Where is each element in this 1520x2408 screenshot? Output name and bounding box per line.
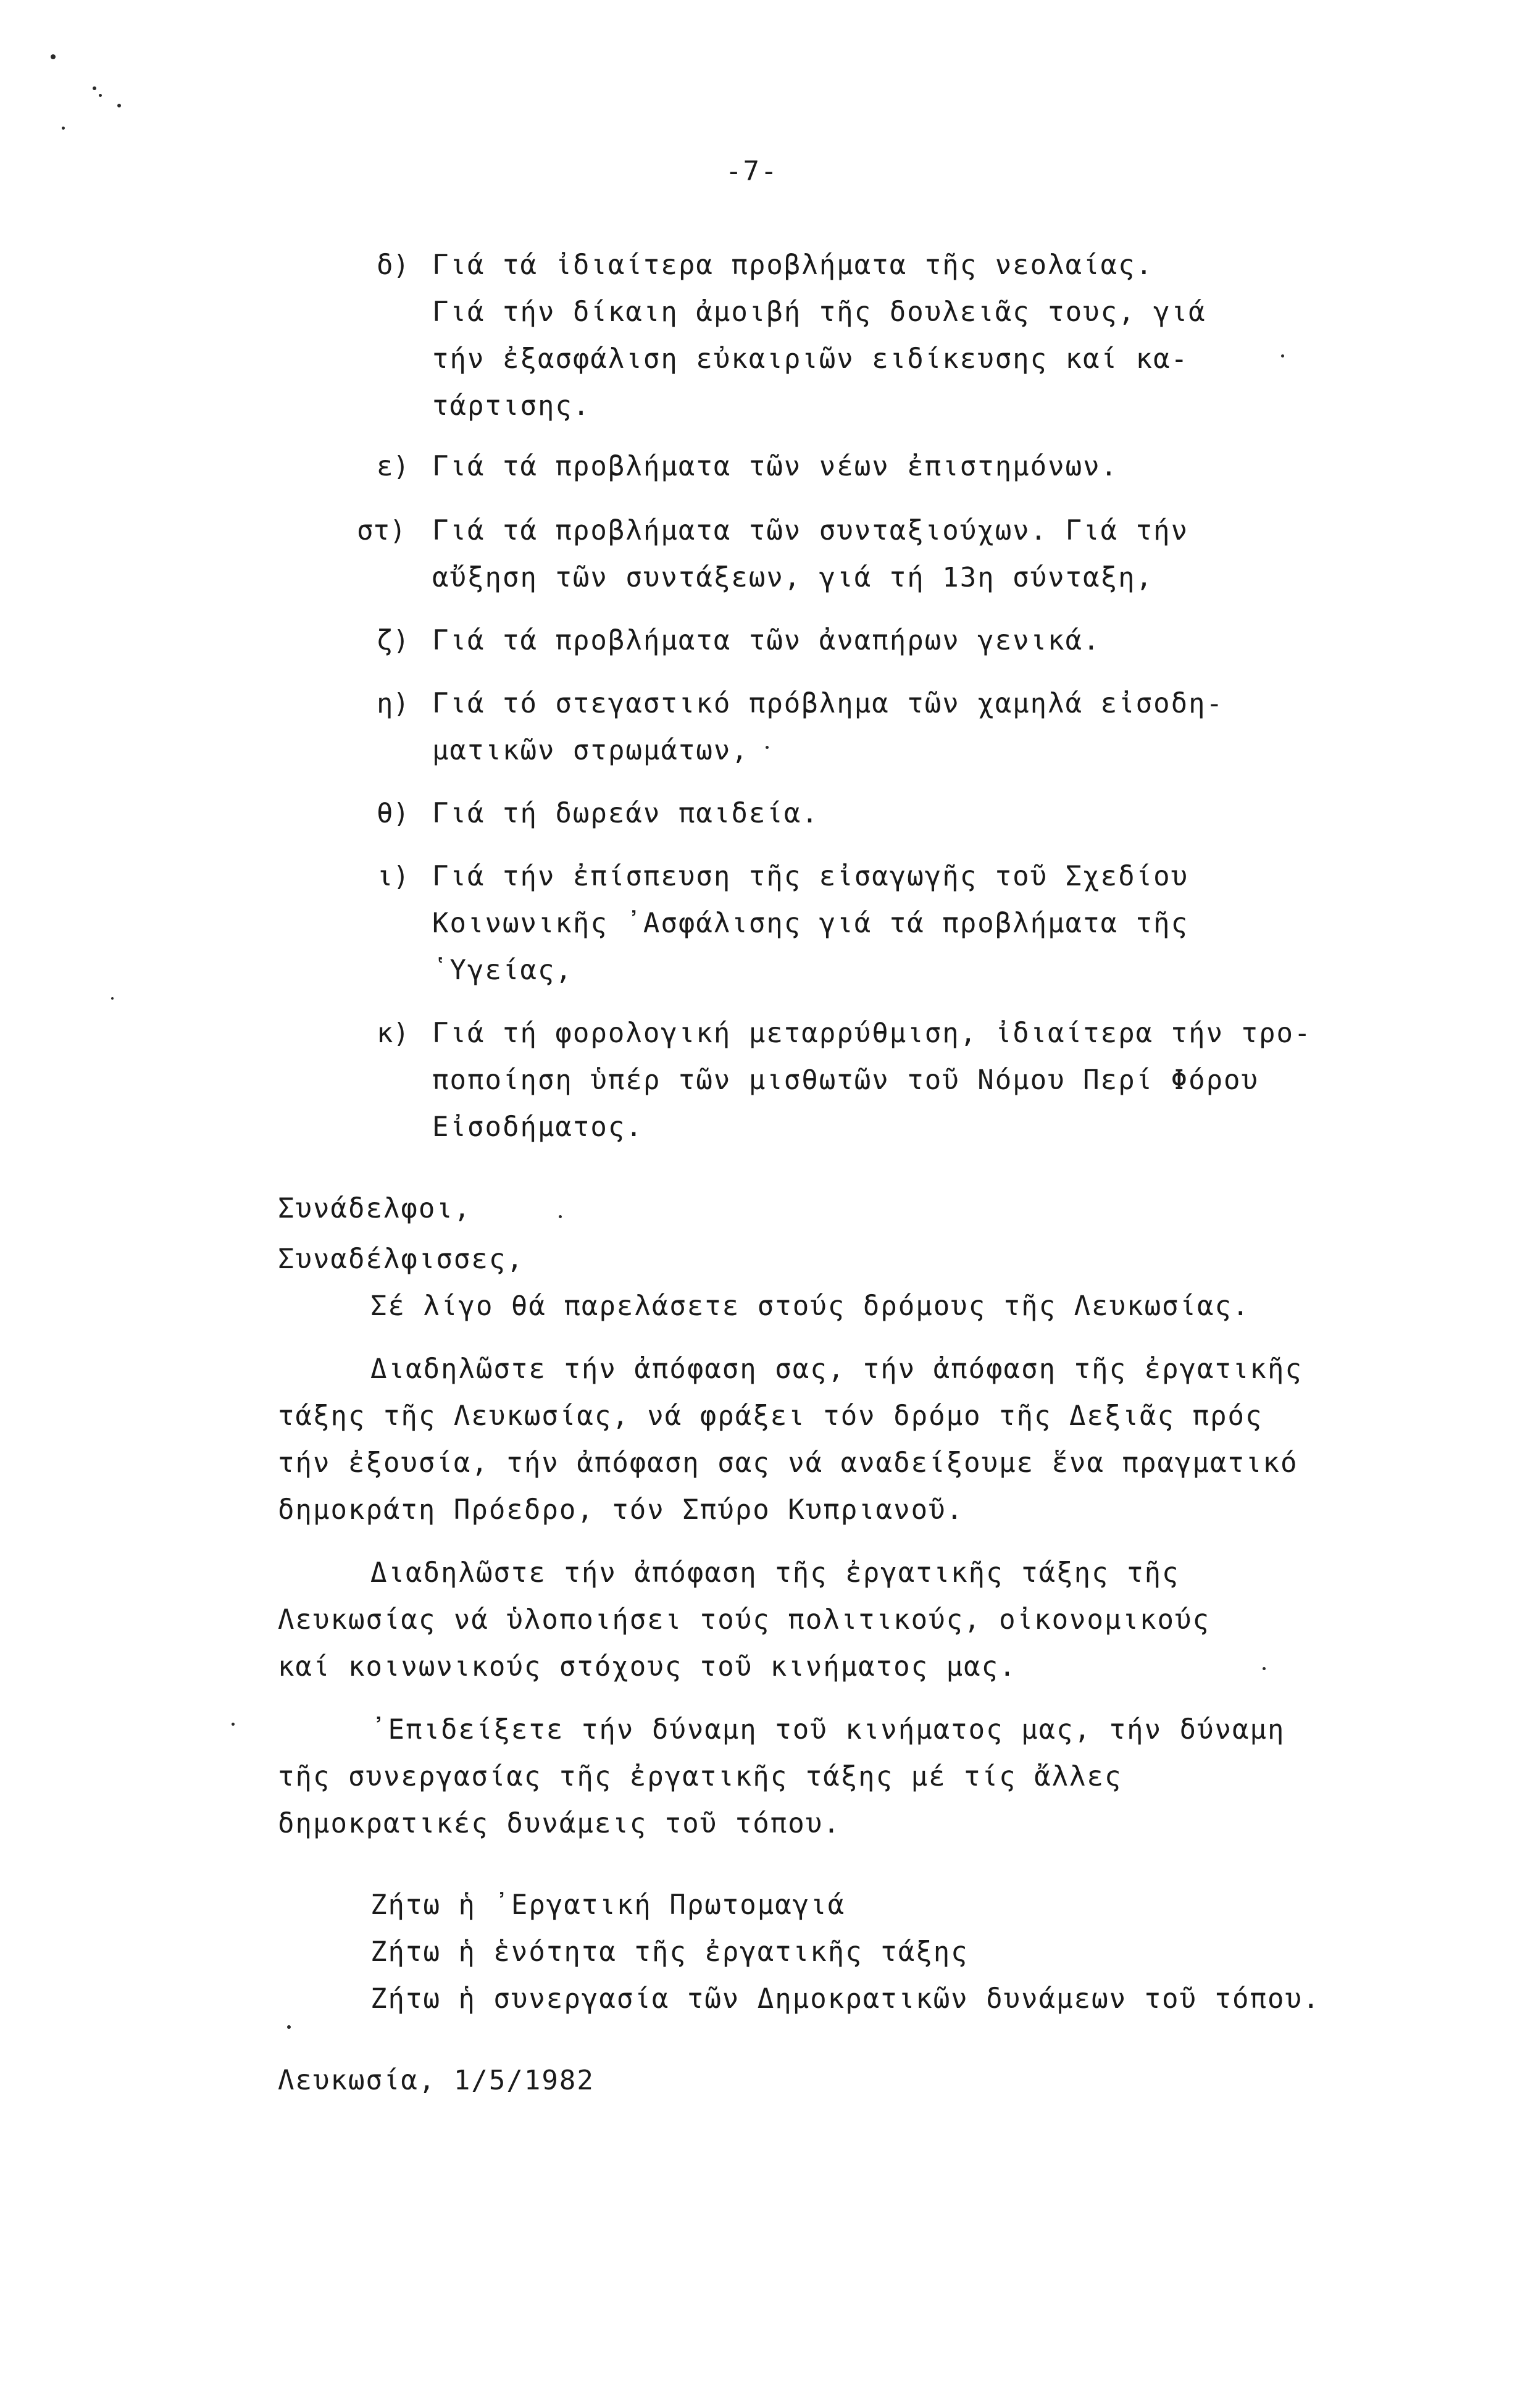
scan-speck bbox=[117, 104, 121, 107]
demand-line: αὔξηση τῶν συντάξεων, γιά τή 13η σύνταξη, bbox=[432, 562, 1154, 593]
demand-line: τάρτισης. bbox=[432, 390, 591, 422]
demand-marker: ι) bbox=[377, 861, 409, 892]
intro-line: Σέ λίγο θά παρελάσετε στούς δρόμους τῆς Λευκωσίας. bbox=[370, 1290, 1250, 1322]
scan-speck bbox=[62, 127, 65, 130]
demand-line: Εἰσοδήματος. bbox=[432, 1111, 643, 1143]
demand-line: Γιά τήν ἐπίσπευση τῆς εἰσαγωγῆς τοῦ Σχεδίου bbox=[432, 861, 1189, 892]
paragraph-line: δημοκρατικές δυνάμεις τοῦ τόπου. bbox=[278, 1808, 841, 1839]
demand-line: Γιά τά προβλήματα τῶν νέων ἐπιστημόνων. bbox=[432, 451, 1119, 482]
demand-marker: στ) bbox=[357, 515, 406, 546]
salutation-line: Συναδέλφισσες, bbox=[278, 1244, 524, 1275]
paragraph-line: καί κοινωνικούς στόχους τοῦ κινήματος μας. bbox=[278, 1651, 1017, 1683]
demand-line: ποποίηση ὑπέρ τῶν μισθωτῶν τοῦ Νόμου Περί Φόρου bbox=[432, 1064, 1259, 1096]
demand-marker: ε) bbox=[377, 451, 409, 482]
demand-line: Γιά τή δωρεάν παιδεία. bbox=[432, 798, 819, 829]
demand-marker: θ) bbox=[377, 798, 409, 829]
paragraph-line: δημοκράτη Πρόεδρο, τόν Σπύρο Κυπριανοῦ. bbox=[278, 1494, 964, 1526]
scan-speck bbox=[559, 1215, 562, 1218]
scan-speck bbox=[111, 997, 114, 1000]
scan-speck bbox=[99, 94, 102, 97]
demand-line: ῾Υγείας, bbox=[432, 955, 573, 986]
demand-line: Γιά τό στεγαστικό πρόβλημα τῶν χαμηλά εἰσοδη- bbox=[432, 688, 1224, 719]
demand-line: ματικῶν στρωμάτων, bbox=[432, 735, 749, 766]
demand-marker: ζ) bbox=[377, 625, 409, 656]
paragraph-line: Διαδηλῶστε τήν ἀπόφαση σας, τήν ἀπόφαση τῆς ἐργατικῆς bbox=[370, 1353, 1303, 1385]
scan-speck bbox=[51, 54, 56, 59]
demand-marker: δ) bbox=[377, 249, 409, 281]
page-number: -7- bbox=[725, 156, 779, 187]
slogan-line: Ζήτω ἡ συνεργασία τῶν Δημοκρατικῶν δυνάμεων τοῦ τόπου. bbox=[370, 1983, 1321, 2015]
slogan-line: Ζήτω ἡ ᾿Εργατική Πρωτομαγιά bbox=[370, 1889, 846, 1921]
paragraph-line: τάξης τῆς Λευκωσίας, νά φράξει τόν δρόμο τῆς Δεξιᾶς πρός bbox=[278, 1400, 1263, 1432]
paragraph-line: τῆς συνεργασίας τῆς ἐργατικῆς τάξης μέ τίς ἄλλες bbox=[278, 1761, 1122, 1792]
scan-speck bbox=[1281, 354, 1284, 357]
paragraph-line: ᾿Επιδείξετε τήν δύναμη τοῦ κινήματος μας, τήν δύναμη bbox=[370, 1714, 1285, 1745]
scan-speck bbox=[232, 1723, 235, 1726]
demand-marker: κ) bbox=[377, 1018, 409, 1049]
demand-line: τήν ἐξασφάλιση εὐκαιριῶν ειδίκευσης καί κα- bbox=[432, 343, 1189, 375]
demand-line: Γιά τήν δίκαιη ἀμοιβή τῆς δουλειᾶς τους, γιά bbox=[432, 296, 1206, 328]
demand-line: Γιά τά προβλήματα τῶν ἀναπήρων γενικά. bbox=[432, 625, 1101, 656]
scan-speck bbox=[766, 746, 769, 749]
demand-line: Κοινωνικῆς ᾿Ασφάλισης γιά τά προβλήματα τῆς bbox=[432, 908, 1189, 939]
slogan-line: Ζήτω ἡ ἑνότητα τῆς ἐργατικῆς τάξης bbox=[370, 1936, 969, 1968]
demand-marker: η) bbox=[377, 688, 409, 719]
paragraph-line: Λευκωσίας νά ὑλοποιήσει τούς πολιτικούς, οἰκονομικούς bbox=[278, 1604, 1210, 1636]
demand-line: Γιά τά προβλήματα τῶν συνταξιούχων. Γιά τήν bbox=[432, 515, 1189, 546]
scan-speck bbox=[287, 2025, 291, 2029]
paragraph-line: Διαδηλῶστε τήν ἀπόφαση τῆς ἐργατικῆς τάξης τῆς bbox=[370, 1557, 1180, 1589]
demand-line: Γιά τά ἰδιαίτερα προβλήματα τῆς νεολαίας. bbox=[432, 249, 1154, 281]
salutation-line: Συνάδελφοι, bbox=[278, 1193, 472, 1224]
scan-speck bbox=[1263, 1667, 1266, 1670]
paragraph-line: τήν ἐξουσία, τήν ἀπόφαση σας νά αναδείξουμε ἕνα πραγματικό bbox=[278, 1447, 1298, 1479]
scan-speck bbox=[93, 86, 96, 90]
signoff-place-date: Λευκωσία, 1/5/1982 bbox=[278, 2065, 595, 2096]
demand-line: Γιά τή φορολογική μεταρρύθμιση, ἰδιαίτερα τήν τρο- bbox=[432, 1018, 1312, 1049]
